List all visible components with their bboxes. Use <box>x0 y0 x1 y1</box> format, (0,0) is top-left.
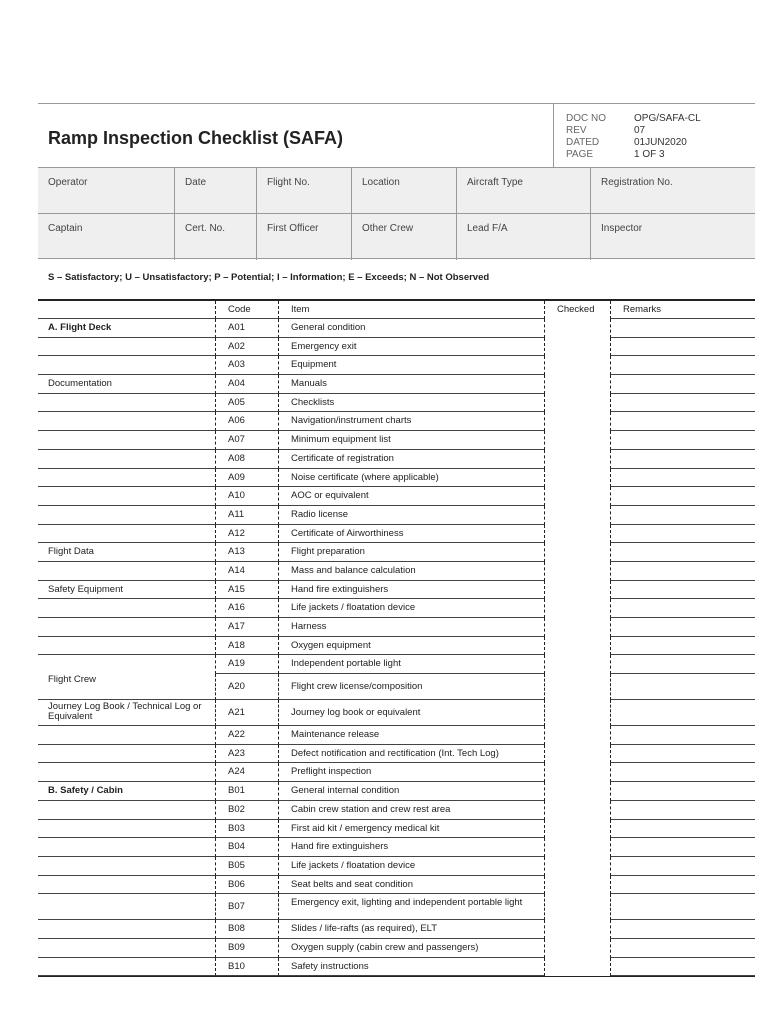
row-checked-cell[interactable] <box>544 726 610 745</box>
field-operator[interactable]: Operator <box>38 168 175 214</box>
row-code: A23 <box>215 745 278 764</box>
row-item: Hand fire extinguishers <box>278 838 544 857</box>
row-category <box>38 920 215 939</box>
row-item: Oxygen equipment <box>278 637 544 656</box>
row-code: A08 <box>215 450 278 469</box>
row-code: A06 <box>215 412 278 431</box>
table-row <box>38 838 755 857</box>
page-label: PAGE <box>566 149 594 160</box>
row-category <box>38 745 215 764</box>
row-remarks-cell[interactable] <box>610 562 755 581</box>
row-checked-cell[interactable] <box>544 450 610 469</box>
dated-value: 01JUN2020 <box>634 137 687 148</box>
header-item: Item <box>278 301 544 319</box>
row-category <box>38 450 215 469</box>
row-checked-cell[interactable] <box>544 958 610 977</box>
table-row <box>38 763 755 782</box>
row-category <box>38 939 215 958</box>
row-checked-cell[interactable] <box>544 857 610 876</box>
row-item: Journey log book or equivalent <box>278 700 544 726</box>
row-item: Emergency exit, lighting and independent portable light <box>278 894 544 920</box>
row-checked-cell[interactable] <box>544 356 610 375</box>
row-item: Flight preparation <box>278 543 544 562</box>
row-category <box>38 618 215 637</box>
table-row <box>38 375 755 394</box>
field-aircraft-type[interactable]: Aircraft Type <box>457 168 591 214</box>
row-item: Navigation/instrument charts <box>278 412 544 431</box>
row-remarks-cell[interactable] <box>610 469 755 488</box>
row-checked-cell[interactable] <box>544 674 610 700</box>
row-category <box>38 394 215 413</box>
header-category-cell <box>38 301 215 319</box>
row-code: B10 <box>215 958 278 977</box>
table-bottom-border <box>38 976 755 977</box>
field-first-officer[interactable]: First Officer <box>257 214 352 260</box>
table-row <box>38 894 755 920</box>
row-checked-cell[interactable] <box>544 375 610 394</box>
row-item: Equipment <box>278 356 544 375</box>
row-remarks-cell[interactable] <box>610 876 755 895</box>
row-category <box>38 338 215 357</box>
row-remarks-cell[interactable] <box>610 939 755 958</box>
row-category <box>38 801 215 820</box>
row-checked-cell[interactable] <box>544 876 610 895</box>
row-checked-cell[interactable] <box>544 338 610 357</box>
table-row <box>38 394 755 413</box>
row-item: General condition <box>278 319 544 338</box>
row-remarks-cell[interactable] <box>610 726 755 745</box>
row-code: B09 <box>215 939 278 958</box>
table-row <box>38 319 755 338</box>
row-remarks-cell[interactable] <box>610 450 755 469</box>
row-code: A19 <box>215 655 278 674</box>
row-remarks-cell[interactable] <box>610 394 755 413</box>
row-code: A10 <box>215 487 278 506</box>
row-checked-cell[interactable] <box>544 820 610 839</box>
row-remarks-cell[interactable] <box>610 338 755 357</box>
row-category <box>38 469 215 488</box>
row-code: B02 <box>215 801 278 820</box>
field-other-crew[interactable]: Other Crew <box>352 214 457 260</box>
rating-legend: S – Satisfactory; U – Unsatisfactory; P – Potential; I – Information; E – Exceeds; N – Not Observed <box>48 272 490 283</box>
row-category: Flight Data <box>38 543 215 562</box>
row-category: Journey Log Book / Technical Log or Equivalent <box>38 700 215 726</box>
table-row <box>38 431 755 450</box>
table-row <box>38 674 755 700</box>
row-code: A15 <box>215 581 278 600</box>
row-category <box>38 857 215 876</box>
row-category <box>38 763 215 782</box>
row-remarks-cell[interactable] <box>610 412 755 431</box>
row-checked-cell[interactable] <box>544 782 610 801</box>
doc-no-row <box>566 113 701 124</box>
table-row <box>38 599 755 618</box>
checklist-table <box>38 299 755 976</box>
row-code: A24 <box>215 763 278 782</box>
row-remarks-cell[interactable] <box>610 857 755 876</box>
row-remarks-cell[interactable] <box>610 319 755 338</box>
row-category <box>38 726 215 745</box>
row-item: Manuals <box>278 375 544 394</box>
row-checked-cell[interactable] <box>544 319 610 338</box>
field-cert-no[interactable]: Cert. No. <box>175 214 257 260</box>
row-item: Life jackets / floatation device <box>278 599 544 618</box>
row-item: Maintenance release <box>278 726 544 745</box>
field-flight-no[interactable]: Flight No. <box>257 168 352 214</box>
row-category <box>38 525 215 544</box>
row-code: B04 <box>215 838 278 857</box>
row-code: A11 <box>215 506 278 525</box>
row-remarks-cell[interactable] <box>610 700 755 726</box>
row-code: A02 <box>215 338 278 357</box>
row-remarks-cell[interactable] <box>610 920 755 939</box>
row-remarks-cell[interactable] <box>610 655 755 674</box>
row-checked-cell[interactable] <box>544 745 610 764</box>
header-checked: Checked <box>544 301 610 319</box>
table-row <box>38 801 755 820</box>
row-item: Seat belts and seat condition <box>278 876 544 895</box>
row-category: Safety Equipment <box>38 581 215 600</box>
row-checked-cell[interactable] <box>544 801 610 820</box>
row-code: B01 <box>215 782 278 801</box>
row-remarks-cell[interactable] <box>610 506 755 525</box>
table-row <box>38 782 755 801</box>
row-checked-cell[interactable] <box>544 920 610 939</box>
doc-no-label: DOC NO <box>566 113 606 124</box>
field-date[interactable]: Date <box>175 168 257 214</box>
row-checked-cell[interactable] <box>544 838 610 857</box>
row-remarks-cell[interactable] <box>610 838 755 857</box>
row-code: A01 <box>215 319 278 338</box>
row-checked-cell[interactable] <box>544 431 610 450</box>
row-item: Preflight inspection <box>278 763 544 782</box>
row-code: A03 <box>215 356 278 375</box>
table-row <box>38 543 755 562</box>
row-checked-cell[interactable] <box>544 394 610 413</box>
row-category <box>38 820 215 839</box>
row-item: AOC or equivalent <box>278 487 544 506</box>
row-code: A12 <box>215 525 278 544</box>
row-item: Checklists <box>278 394 544 413</box>
row-checked-cell[interactable] <box>544 506 610 525</box>
row-remarks-cell[interactable] <box>610 782 755 801</box>
rev-label: REV <box>566 125 587 136</box>
table-row <box>38 637 755 656</box>
rev-row <box>566 125 645 136</box>
row-item: Noise certificate (where applicable) <box>278 469 544 488</box>
row-item: Slides / life-rafts (as required), ELT <box>278 920 544 939</box>
row-remarks-cell[interactable] <box>610 674 755 700</box>
row-category <box>38 655 215 674</box>
row-remarks-cell[interactable] <box>610 487 755 506</box>
row-remarks-cell[interactable] <box>610 431 755 450</box>
row-category <box>38 958 215 977</box>
row-checked-cell[interactable] <box>544 543 610 562</box>
table-row <box>38 820 755 839</box>
row-checked-cell[interactable] <box>544 637 610 656</box>
row-checked-cell[interactable] <box>544 939 610 958</box>
row-item: Defect notification and rectification (Int. Tech Log) <box>278 745 544 764</box>
row-item: Hand fire extinguishers <box>278 581 544 600</box>
row-code: B07 <box>215 894 278 920</box>
rev-value: 07 <box>634 125 646 136</box>
header-remarks: Remarks <box>610 301 755 319</box>
row-category: A. Flight Deck <box>38 319 215 338</box>
document-info <box>553 104 755 168</box>
row-code: B05 <box>215 857 278 876</box>
table-row <box>38 525 755 544</box>
table-row <box>38 857 755 876</box>
row-checked-cell[interactable] <box>544 581 610 600</box>
row-code: A05 <box>215 394 278 413</box>
table-row <box>38 562 755 581</box>
table-row <box>38 745 755 764</box>
table-row <box>38 412 755 431</box>
row-checked-cell[interactable] <box>544 894 610 920</box>
table-row <box>38 487 755 506</box>
row-checked-cell[interactable] <box>544 618 610 637</box>
page-title: Ramp Inspection Checklist (SAFA) <box>48 128 344 148</box>
row-category <box>38 894 215 920</box>
row-item: Minimum equipment list <box>278 431 544 450</box>
table-row <box>38 958 755 977</box>
field-registration-no[interactable]: Registration No. <box>601 177 673 188</box>
row-remarks-cell[interactable] <box>610 801 755 820</box>
table-row <box>38 655 755 674</box>
row-remarks-cell[interactable] <box>610 543 755 562</box>
table-row <box>38 618 755 637</box>
row-category: Documentation <box>38 375 215 394</box>
row-item: Mass and balance calculation <box>278 562 544 581</box>
row-item: Radio license <box>278 506 544 525</box>
table-row <box>38 581 755 600</box>
row-category <box>38 356 215 375</box>
table-row <box>38 700 755 726</box>
page-value: 1 OF 3 <box>634 149 665 160</box>
table-row <box>38 939 755 958</box>
row-remarks-cell[interactable] <box>610 375 755 394</box>
row-checked-cell[interactable] <box>544 562 610 581</box>
row-item: Independent portable light <box>278 655 544 674</box>
row-code: B06 <box>215 876 278 895</box>
header-code: Code <box>215 301 278 319</box>
flight-info-fields <box>38 167 755 259</box>
row-item: First aid kit / emergency medical kit <box>278 820 544 839</box>
row-remarks-cell[interactable] <box>610 525 755 544</box>
row-category <box>38 431 215 450</box>
row-checked-cell[interactable] <box>544 487 610 506</box>
row-category <box>38 506 215 525</box>
row-category <box>38 637 215 656</box>
row-code: A09 <box>215 469 278 488</box>
page-row <box>566 149 665 160</box>
table-row <box>38 469 755 488</box>
row-remarks-cell[interactable] <box>610 599 755 618</box>
row-remarks-cell[interactable] <box>610 356 755 375</box>
field-captain[interactable]: Captain <box>38 214 175 260</box>
row-code: A04 <box>215 375 278 394</box>
row-remarks-cell[interactable] <box>610 763 755 782</box>
table-header-row <box>38 301 755 319</box>
row-item: Certificate of Airworthiness <box>278 525 544 544</box>
row-remarks-cell[interactable] <box>610 958 755 977</box>
row-category <box>38 412 215 431</box>
row-item: Emergency exit <box>278 338 544 357</box>
row-remarks-cell[interactable] <box>610 745 755 764</box>
table-row <box>38 450 755 469</box>
row-code: A13 <box>215 543 278 562</box>
row-code: B08 <box>215 920 278 939</box>
row-category <box>38 838 215 857</box>
field-inspector[interactable]: Inspector <box>601 223 643 234</box>
row-remarks-cell[interactable] <box>610 894 755 920</box>
dated-row <box>566 137 687 148</box>
row-item: Flight crew license/composition <box>278 674 544 700</box>
row-remarks-cell[interactable] <box>610 820 755 839</box>
row-item: Life jackets / floatation device <box>278 857 544 876</box>
row-category: Flight Crew <box>38 674 215 700</box>
row-checked-cell[interactable] <box>544 412 610 431</box>
row-item: General internal condition <box>278 782 544 801</box>
row-code: B03 <box>215 820 278 839</box>
row-item: Safety instructions <box>278 958 544 977</box>
table-row <box>38 920 755 939</box>
row-remarks-cell[interactable] <box>610 637 755 656</box>
row-category <box>38 876 215 895</box>
row-remarks-cell[interactable] <box>610 581 755 600</box>
row-code: A07 <box>215 431 278 450</box>
field-location[interactable]: Location <box>352 168 457 214</box>
doc-no-value: OPG/SAFA-CL <box>634 113 701 124</box>
row-category <box>38 487 215 506</box>
row-checked-cell[interactable] <box>544 763 610 782</box>
row-item: Cabin crew station and crew rest area <box>278 801 544 820</box>
dated-label: DATED <box>566 137 600 148</box>
field-lead-fa[interactable]: Lead F/A <box>457 214 591 260</box>
row-category <box>38 599 215 618</box>
table-row <box>38 876 755 895</box>
row-item: Harness <box>278 618 544 637</box>
row-category: B. Safety / Cabin <box>38 782 215 801</box>
table-row <box>38 506 755 525</box>
row-checked-cell[interactable] <box>544 525 610 544</box>
row-code: A18 <box>215 637 278 656</box>
row-code: A20 <box>215 674 278 700</box>
row-remarks-cell[interactable] <box>610 618 755 637</box>
row-checked-cell[interactable] <box>544 700 610 726</box>
row-code: A21 <box>215 700 278 726</box>
row-item: Oxygen supply (cabin crew and passengers) <box>278 939 544 958</box>
row-code: A14 <box>215 562 278 581</box>
row-checked-cell[interactable] <box>544 469 610 488</box>
row-code: A16 <box>215 599 278 618</box>
row-category <box>38 562 215 581</box>
document-header <box>38 103 755 167</box>
row-item: Certificate of registration <box>278 450 544 469</box>
row-checked-cell[interactable] <box>544 655 610 674</box>
row-checked-cell[interactable] <box>544 599 610 618</box>
table-row <box>38 726 755 745</box>
table-row <box>38 356 755 375</box>
row-code: A17 <box>215 618 278 637</box>
row-code: A22 <box>215 726 278 745</box>
table-row <box>38 338 755 357</box>
